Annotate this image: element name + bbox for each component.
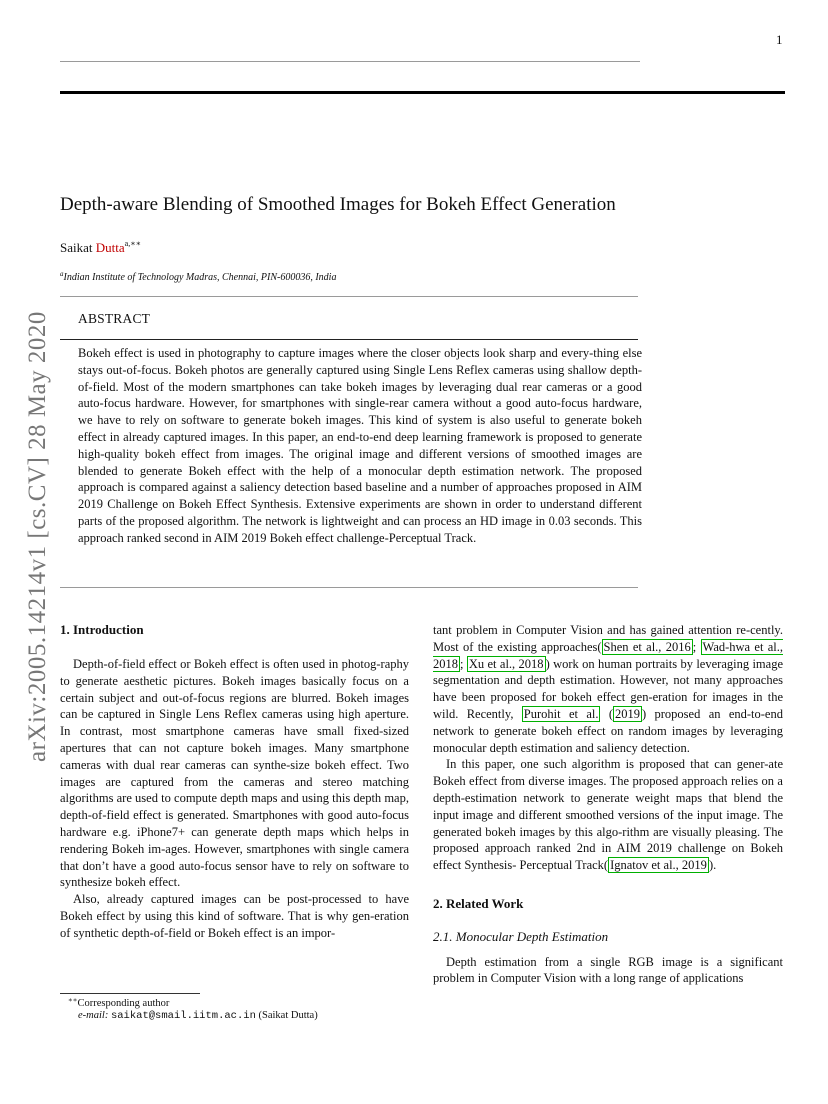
citation-link[interactable]: Xu et al., 2018 <box>468 656 544 671</box>
affiliation-text: Indian Institute of Technology Madras, Chennai, PIN-600036, India <box>63 272 337 283</box>
footnote-corresponding <box>68 996 169 1009</box>
text-span: In this paper, one such algorithm is proposed that can gener-ate Bokeh effect from diverse images. The proposed approach relies on a depth-estimation network to generate weight maps that blend the input image and different smoothed versions of the input image. The generated bokeh images by this algo-rithm are visually pleasing. The proposed approach ranked 2nd in AIM 2019 challenge on Bokeh effect Synthesis- Perceptual Track( <box>433 757 783 873</box>
footnote-rule <box>60 993 200 994</box>
abstract-heading: ABSTRACT <box>78 311 151 326</box>
email-address[interactable]: saikat@smail.iitm.ac.in <box>110 1010 256 1022</box>
related-paragraph-1: Depth estimation from a single RGB image is a significant problem in Computer Vision with a long range of applications <box>433 954 783 986</box>
intro-paragraph-4 <box>433 756 783 874</box>
email-label: e-mail: <box>78 1010 111 1021</box>
page-number: 1 <box>776 32 783 47</box>
intro-paragraph-2: Also, already captured images can be post-processed to have Bokeh effect by using this kind of software. That is why gen-eration of synthetic depth-of-field or Bokeh effect is an impor- <box>60 892 409 940</box>
section-heading-introduction: 1. Introduction <box>60 622 144 637</box>
citation-link[interactable]: Ignatov et al., 2019 <box>610 858 707 873</box>
text-span: ). <box>708 858 717 873</box>
citation-link[interactable]: Wad-hwa et al., 2018 <box>433 639 783 671</box>
author-first-name: Saikat <box>60 240 96 255</box>
affiliation <box>60 270 336 283</box>
abstract-top-rule <box>60 296 638 297</box>
footnote-mark: ∗∗ <box>68 996 78 1004</box>
subsection-heading-monocular-depth: 2.1. Monocular Depth Estimation <box>433 928 609 944</box>
text-span: ; <box>692 639 701 654</box>
author-marks: a,∗∗ <box>124 239 142 248</box>
text-span: tant problem in Computer Vision and has gained attention re-cently. Most of the existing approaches( <box>433 623 783 654</box>
author-last-name-link[interactable]: Dutta <box>95 240 125 255</box>
header-rule-thin <box>60 61 640 62</box>
email-suffix: (Saikat Dutta) <box>255 1010 318 1021</box>
author-line <box>60 239 141 256</box>
intro-paragraph-1: Depth-of-field effect or Bokeh effect is often used in photog-raphy to generate aesthetic pictures. Bokeh images basically focus on a certain subject and out-of-focus regions are blurred. Bokeh images can be captured in Single Lens Reflex cameras using high aperture. In contrast, most smartphone cameras have small fixed-sized apertures that can not capture bokeh images. Many smartphone cameras with dual rear cameras can synthe-size bokeh effect. Two images are captured from the cameras and stereo matching algorithms are used to compute depth maps and using this depth map, depth-of-field effect is generated. Smartphones with good auto-focus hardware e.g. iPhone7+ can generate depth maps which helps in rendering Bokeh im-ages. However, smartphones with single camera that don’t have a good auto-focus sensor have to rely on software to synthesize bokeh effect. <box>60 657 409 890</box>
citation-link[interactable]: Shen et al., 2016 <box>603 639 691 654</box>
abstract-bottom-rule <box>60 587 638 588</box>
left-column <box>60 656 409 942</box>
footnote-email <box>78 1010 318 1022</box>
paper-title: Depth-aware Blending of Smoothed Images for Bokeh Effect Generation <box>60 194 616 215</box>
intro-paragraph-3 <box>433 622 783 756</box>
text-span: ( <box>600 706 613 721</box>
header-rule-thick <box>60 91 785 94</box>
arxiv-stamp: arXiv:2005.14214v1 [cs.CV] 28 May 2020 <box>24 311 51 762</box>
right-column <box>433 622 783 987</box>
abstract-heading-rule <box>60 339 638 340</box>
citation-link[interactable]: 2019 <box>615 706 640 721</box>
text-span: ) work on human portraits by leveraging image segmentation and depth estimation. However, not many approaches have been proposed for bokeh effect gen-eration for images in the wild. Recently, <box>433 656 784 721</box>
citation-link[interactable]: Purohit et al. <box>523 706 599 721</box>
footnote-text: Corresponding author <box>77 998 170 1009</box>
affiliation-mark: a <box>60 270 64 278</box>
abstract-body: Bokeh effect is used in photography to capture images where the closer objects look sharp and every-thing else stays out-of-focus. Bokeh photos are generally captured using Single Lens Reflex cameras using shallow depth-of-field. Most of the modern smartphones can take bokeh images by leveraging dual rear cameras or a good auto-focus hardware. However, for smartphones with single-rear camera without a good auto-focus hardware, we have to rely on software to generate bokeh images. This kind of system is also useful to generate bokeh effect in already captured images. In this paper, an end-to-end deep learning framework is proposed to generate high-quality bokeh effect from images. The original image and different versions of smoothed images are blended to generate Bokeh effect with the help of a monocular depth estimation network. The proposed approach is compared against a saliency detection based baseline and a number of approaches proposed in AIM 2019 Challenge on Bokeh Effect Synthesis. Extensive experiments are shown in order to understand different parts of the proposed algorithm. The network is lightweight and can process an HD image in 0.03 seconds. This approach ranked second in AIM 2019 Bokeh effect challenge-Perceptual Track. <box>78 346 642 545</box>
section-heading-related-work: 2. Related Work <box>433 895 524 911</box>
text-span: ) proposed an end-to-end network to generate bokeh effect on random images by leveraging monocular depth estimation and saliency detection. <box>433 706 783 755</box>
text-span: ; <box>460 656 467 671</box>
